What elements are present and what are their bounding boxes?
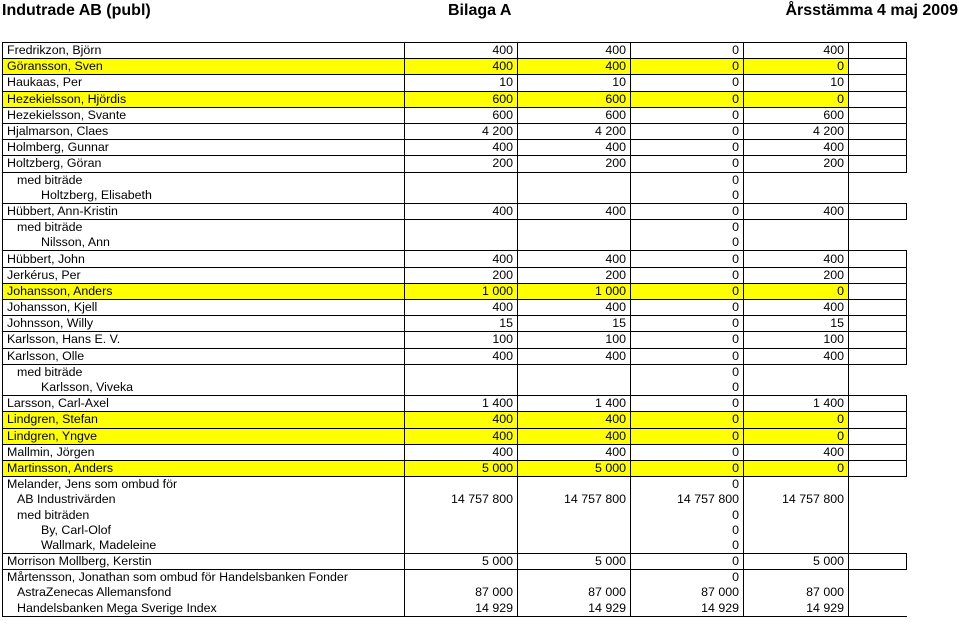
value-cell: 10	[405, 75, 518, 91]
value-cell: 0	[631, 43, 744, 59]
value-cell: 200	[518, 267, 631, 283]
value-cell: 1 000	[518, 283, 631, 299]
value-cell: 0	[631, 235, 744, 251]
spacer-cell	[849, 492, 907, 507]
value-cell: 400	[405, 203, 518, 219]
value-cell	[744, 507, 849, 522]
value-cell: 200	[405, 267, 518, 283]
shareholder-name-cell: Jerkérus, Per	[3, 267, 405, 283]
value-cell: 0	[631, 396, 744, 412]
value-cell: 0	[744, 460, 849, 476]
value-cell: 600	[405, 91, 518, 107]
shareholder-name-cell: Karlsson, Viveka	[3, 380, 405, 396]
shareholder-name-cell: Wallmark, Madeleine	[3, 538, 405, 554]
shareholder-name-cell: Johansson, Anders	[3, 283, 405, 299]
spacer-cell	[849, 107, 907, 123]
shareholder-name-cell: Hezekielsson, Hjördis	[3, 91, 405, 107]
shareholder-name-cell: AB Industrivärden	[3, 492, 405, 507]
value-cell: 400	[405, 428, 518, 444]
table-row	[3, 332, 907, 348]
spacer-cell	[849, 460, 907, 476]
shareholder-name-cell: Holtzberg, Elisabeth	[3, 188, 405, 204]
shareholder-name-cell: AstraZenecas Allemansfond	[3, 585, 405, 600]
value-cell: 0	[631, 477, 744, 493]
value-cell	[744, 172, 849, 188]
table-row	[3, 570, 907, 586]
value-cell: 1 400	[744, 396, 849, 412]
value-cell: 0	[631, 316, 744, 332]
value-cell: 5 000	[405, 554, 518, 570]
value-cell	[518, 538, 631, 554]
spacer-cell	[849, 380, 907, 396]
value-cell	[744, 570, 849, 586]
spacer-cell	[849, 251, 907, 267]
spacer-cell	[849, 316, 907, 332]
table-row	[3, 220, 907, 236]
value-cell: 400	[744, 348, 849, 364]
value-cell: 5 000	[744, 554, 849, 570]
spacer-cell	[849, 300, 907, 316]
table-row	[3, 235, 907, 251]
value-cell	[405, 570, 518, 586]
value-cell: 400	[518, 428, 631, 444]
value-cell: 5 000	[518, 554, 631, 570]
value-cell: 400	[744, 203, 849, 219]
value-cell: 400	[518, 251, 631, 267]
spacer-cell	[849, 477, 907, 493]
page-header	[0, 0, 959, 24]
value-cell: 400	[744, 444, 849, 460]
table-row	[3, 348, 907, 364]
shareholder-name-cell: Hezekielsson, Svante	[3, 107, 405, 123]
value-cell: 10	[744, 75, 849, 91]
shareholder-name-cell: Lindgren, Stefan	[3, 412, 405, 428]
spacer-cell	[849, 140, 907, 156]
value-cell: 15	[405, 316, 518, 332]
value-cell: 400	[405, 251, 518, 267]
value-cell	[405, 172, 518, 188]
value-cell: 100	[405, 332, 518, 348]
shareholder-name-cell: Göransson, Sven	[3, 59, 405, 75]
value-cell: 0	[744, 59, 849, 75]
value-cell: 14 757 800	[405, 492, 518, 507]
shareholder-name-cell: Johnsson, Willy	[3, 316, 405, 332]
table-row	[3, 283, 907, 299]
spacer-cell	[849, 601, 907, 617]
shareholder-name-cell: Fredrikzon, Björn	[3, 43, 405, 59]
spacer-cell	[849, 188, 907, 204]
value-cell: 0	[631, 348, 744, 364]
value-cell: 15	[744, 316, 849, 332]
table-row	[3, 203, 907, 219]
spacer-cell	[849, 75, 907, 91]
value-cell: 400	[518, 140, 631, 156]
value-cell: 0	[631, 59, 744, 75]
value-cell: 1 400	[518, 396, 631, 412]
spacer-cell	[849, 507, 907, 522]
shareholder-name-cell: Hübbert, Ann-Kristin	[3, 203, 405, 219]
spacer-cell	[849, 585, 907, 600]
table-row	[3, 43, 907, 59]
value-cell: 87 000	[631, 585, 744, 600]
spacer-cell	[849, 123, 907, 139]
value-cell: 0	[631, 123, 744, 139]
value-cell: 0	[631, 107, 744, 123]
spacer-cell	[849, 283, 907, 299]
spacer-cell	[849, 156, 907, 172]
value-cell: 100	[518, 332, 631, 348]
value-cell: 200	[405, 156, 518, 172]
value-cell: 0	[631, 570, 744, 586]
value-cell: 4 200	[744, 123, 849, 139]
value-cell	[518, 364, 631, 380]
value-cell: 400	[405, 43, 518, 59]
value-cell: 87 000	[518, 585, 631, 600]
shareholder-name-cell: Mallmin, Jörgen	[3, 444, 405, 460]
value-cell: 87 000	[405, 585, 518, 600]
value-cell: 0	[631, 380, 744, 396]
shareholder-name-cell: Holtzberg, Göran	[3, 156, 405, 172]
value-cell: 200	[744, 156, 849, 172]
value-cell: 1 400	[405, 396, 518, 412]
value-cell: 600	[405, 107, 518, 123]
value-cell: 0	[631, 523, 744, 538]
table-row	[3, 585, 907, 600]
appendix-title: Bilaga A	[448, 2, 512, 19]
value-cell: 400	[518, 203, 631, 219]
value-cell: 100	[744, 332, 849, 348]
shareholder-name-cell: Morrison Mollberg, Kerstin	[3, 554, 405, 570]
value-cell: 400	[518, 59, 631, 75]
value-cell: 0	[631, 267, 744, 283]
value-cell: 4 200	[518, 123, 631, 139]
value-cell: 400	[405, 140, 518, 156]
spacer-cell	[849, 59, 907, 75]
table-row	[3, 492, 907, 507]
shareholder-name-cell: med biträde	[3, 172, 405, 188]
table-row	[3, 554, 907, 570]
spacer-cell	[849, 220, 907, 236]
value-cell	[744, 477, 849, 493]
value-cell	[518, 523, 631, 538]
shareholder-name-cell: Karlsson, Hans E. V.	[3, 332, 405, 348]
value-cell	[744, 188, 849, 204]
value-cell: 200	[744, 267, 849, 283]
spacer-cell	[849, 348, 907, 364]
value-cell: 200	[518, 156, 631, 172]
value-cell	[744, 235, 849, 251]
value-cell: 15	[518, 316, 631, 332]
table-row	[3, 460, 907, 476]
value-cell	[518, 570, 631, 586]
shareholder-name-cell: Karlsson, Olle	[3, 348, 405, 364]
value-cell: 600	[744, 107, 849, 123]
value-cell: 0	[631, 220, 744, 236]
value-cell: 0	[631, 251, 744, 267]
table-row	[3, 412, 907, 428]
shareholder-name-cell: med biträde	[3, 220, 405, 236]
value-cell: 400	[744, 140, 849, 156]
table-row	[3, 364, 907, 380]
value-cell	[405, 364, 518, 380]
spacer-cell	[849, 91, 907, 107]
value-cell	[744, 523, 849, 538]
value-cell: 0	[631, 507, 744, 522]
table-row	[3, 538, 907, 554]
value-cell	[405, 380, 518, 396]
value-cell: 400	[744, 251, 849, 267]
spacer-cell	[849, 523, 907, 538]
table-row	[3, 523, 907, 538]
value-cell: 0	[744, 91, 849, 107]
spacer-cell	[849, 554, 907, 570]
value-cell: 400	[405, 59, 518, 75]
value-cell: 400	[518, 348, 631, 364]
value-cell: 0	[744, 283, 849, 299]
spacer-cell	[849, 538, 907, 554]
shareholder-name-cell: Holmberg, Gunnar	[3, 140, 405, 156]
value-cell: 0	[631, 172, 744, 188]
value-cell: 0	[631, 283, 744, 299]
value-cell: 400	[518, 444, 631, 460]
value-cell: 87 000	[744, 585, 849, 600]
shareholder-name-cell: Martinsson, Anders	[3, 460, 405, 476]
value-cell: 600	[518, 91, 631, 107]
company-title: Indutrade AB (publ)	[2, 2, 151, 19]
value-cell: 0	[631, 428, 744, 444]
table-row	[3, 188, 907, 204]
table-row	[3, 140, 907, 156]
value-cell	[405, 477, 518, 493]
table-row	[3, 75, 907, 91]
value-cell	[744, 380, 849, 396]
table-row	[3, 251, 907, 267]
value-cell	[405, 523, 518, 538]
table-row	[3, 123, 907, 139]
value-cell: 0	[631, 140, 744, 156]
table-row	[3, 428, 907, 444]
value-cell: 400	[405, 412, 518, 428]
spacer-cell	[849, 172, 907, 188]
value-cell	[405, 235, 518, 251]
value-cell: 400	[405, 348, 518, 364]
value-cell	[518, 220, 631, 236]
shareholder-name-cell: Melander, Jens som ombud för	[3, 477, 405, 493]
value-cell	[405, 538, 518, 554]
value-cell: 14 757 800	[631, 492, 744, 507]
value-cell: 400	[744, 300, 849, 316]
value-cell: 400	[518, 300, 631, 316]
table-row	[3, 267, 907, 283]
shareholder-name-cell: Haukaas, Per	[3, 75, 405, 91]
table-row	[3, 477, 907, 493]
value-cell: 0	[744, 412, 849, 428]
value-cell: 10	[518, 75, 631, 91]
value-cell: 5 000	[518, 460, 631, 476]
value-cell	[518, 172, 631, 188]
table-row	[3, 172, 907, 188]
spacer-cell	[849, 412, 907, 428]
shareholder-name-cell: Hübbert, John	[3, 251, 405, 267]
value-cell: 400	[518, 43, 631, 59]
table-row	[3, 59, 907, 75]
value-cell: 0	[631, 332, 744, 348]
value-cell: 0	[631, 156, 744, 172]
shareholder-name-cell: Mårtensson, Jonathan som ombud för Handelsbanken Fonder	[3, 570, 405, 586]
value-cell: 0	[631, 412, 744, 428]
value-cell	[518, 477, 631, 493]
value-cell	[405, 220, 518, 236]
value-cell	[744, 364, 849, 380]
value-cell: 14 929	[405, 601, 518, 617]
value-cell: 0	[631, 91, 744, 107]
value-cell: 0	[631, 538, 744, 554]
value-cell: 14 929	[518, 601, 631, 617]
shareholder-name-cell: Handelsbanken Mega Sverige Index	[3, 601, 405, 617]
value-cell: 0	[631, 75, 744, 91]
spacer-cell	[849, 43, 907, 59]
meeting-title: Årsstämma 4 maj 2009	[785, 2, 958, 19]
spacer-cell	[849, 396, 907, 412]
value-cell: 1 000	[405, 283, 518, 299]
value-cell: 600	[518, 107, 631, 123]
value-cell: 0	[744, 428, 849, 444]
value-cell: 14 929	[744, 601, 849, 617]
shareholder-name-cell: By, Carl-Olof	[3, 523, 405, 538]
value-cell: 400	[405, 300, 518, 316]
value-cell: 0	[631, 444, 744, 460]
shareholder-name-cell: Lindgren, Yngve	[3, 428, 405, 444]
value-cell: 0	[631, 188, 744, 204]
value-cell: 400	[518, 412, 631, 428]
table-row	[3, 156, 907, 172]
value-cell	[518, 235, 631, 251]
voting-table	[2, 42, 907, 617]
shareholder-name-cell: Nilsson, Ann	[3, 235, 405, 251]
value-cell: 0	[631, 364, 744, 380]
value-cell	[744, 538, 849, 554]
value-cell: 0	[631, 460, 744, 476]
spacer-cell	[849, 332, 907, 348]
value-cell: 400	[405, 444, 518, 460]
value-cell	[518, 507, 631, 522]
spacer-cell	[849, 570, 907, 586]
value-cell: 0	[631, 203, 744, 219]
table-row	[3, 444, 907, 460]
value-cell: 400	[744, 43, 849, 59]
shareholder-name-cell: Johansson, Kjell	[3, 300, 405, 316]
table-row	[3, 396, 907, 412]
table-row	[3, 601, 907, 617]
value-cell: 14 757 800	[518, 492, 631, 507]
shareholder-name-cell: med biträden	[3, 507, 405, 522]
value-cell	[744, 220, 849, 236]
value-cell	[518, 188, 631, 204]
table-row	[3, 300, 907, 316]
table-row	[3, 380, 907, 396]
spacer-cell	[849, 203, 907, 219]
table-row	[3, 91, 907, 107]
value-cell: 4 200	[405, 123, 518, 139]
value-cell: 5 000	[405, 460, 518, 476]
value-cell: 14 757 800	[744, 492, 849, 507]
spacer-cell	[849, 267, 907, 283]
value-cell: 0	[631, 554, 744, 570]
spacer-cell	[849, 428, 907, 444]
value-cell	[518, 380, 631, 396]
shareholder-name-cell: Hjalmarson, Claes	[3, 123, 405, 139]
spacer-cell	[849, 364, 907, 380]
table-row	[3, 507, 907, 522]
table-row	[3, 107, 907, 123]
value-cell	[405, 507, 518, 522]
shareholder-name-cell: med biträde	[3, 364, 405, 380]
value-cell	[405, 188, 518, 204]
value-cell: 14 929	[631, 601, 744, 617]
value-cell: 0	[631, 300, 744, 316]
shareholder-name-cell: Larsson, Carl-Axel	[3, 396, 405, 412]
spacer-cell	[849, 444, 907, 460]
table-row	[3, 316, 907, 332]
spacer-cell	[849, 235, 907, 251]
